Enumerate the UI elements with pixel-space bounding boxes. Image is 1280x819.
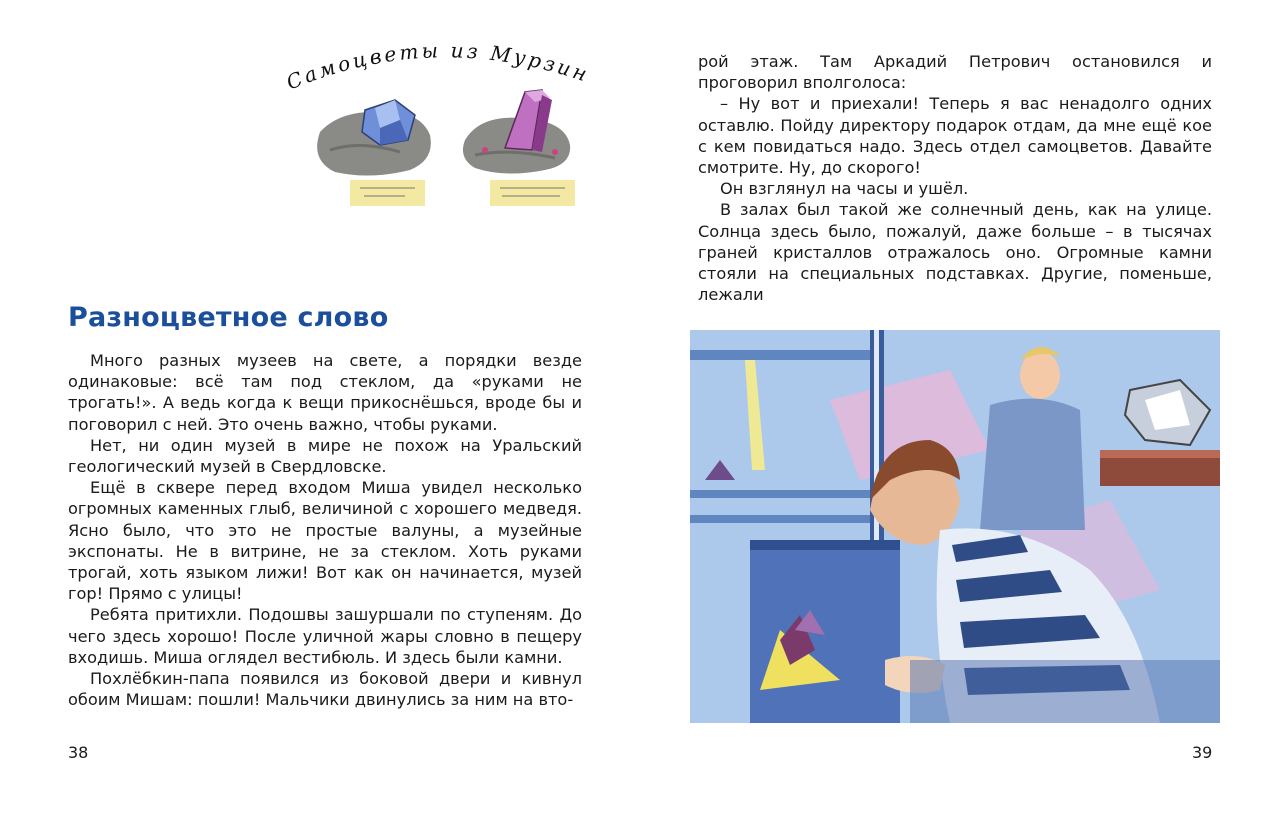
ornament-title-path: Самоцветы из Мурзин: [282, 40, 593, 95]
stone-right-icon: [463, 90, 570, 174]
paragraph: Ребята притихли. Подошвы зашуршали по ступеням. До чего здесь хорошо! После уличной жары словно в пещеру входишь. Миша оглядел вестибюль. И здесь были камни.: [68, 605, 582, 667]
chapter-title: Разноцветное слово: [68, 302, 389, 333]
ornament-title: [280, 40, 593, 95]
museum-illustration: [690, 330, 1220, 723]
paragraph: Похлёбкин-папа появился из боковой двери и кивнул обоим Мишам: пошли! Мальчики двинулись за ним на вто-: [68, 669, 582, 710]
paragraph: Нет, ни один музей в мире не похож на Уральский геологический музей в Свердловске.: [68, 435, 582, 477]
gemstone-ornament-drawing: [280, 40, 600, 230]
paragraph: – Ну вот и приехали! Теперь я вас ненадолго одних оставлю. Пойду директору подарок отдам, да мне ещё кое с кем повидаться надо. Здесь отдел самоцветов. Давайте смотрите. Ну, до скорого!: [698, 94, 1212, 178]
paragraph: В залах был такой же солнечный день, как на улице. Солнца здесь было, пожалуй, даже больше – в тысячах граней кристаллов отражалось оно. Огромные камни стояли на специальных подставках. Другие, поменьше, лежали: [698, 200, 1212, 305]
page-number-left: 38: [68, 743, 89, 762]
paragraph: Ещё в сквере перед входом Миша увидел несколько огромных каменных глыб, величиной с хорошего медведя. Ясно было, что это не простые валуны, а музейные экспонаты. Не в витрине, не за стеклом. Хоть руками трогай, хоть языком лижи! Вот как он начинается, музей гор! Прямо с улицы!: [68, 478, 582, 604]
gemstone-ornament: [280, 40, 600, 230]
right-text-column: [698, 51, 1212, 305]
label-card-left-icon: [350, 180, 425, 206]
left-text-column: [68, 350, 582, 710]
stone-left-icon: [317, 100, 431, 176]
paragraph: Много разных музеев на свете, а порядки везде одинаковые: всё там под стеклом, да «руками не трогать!». А ведь когда к вещи прикоснёшься, вроде бы и поговорил с ней. Это очень важно, чтобы руками.: [68, 351, 582, 434]
page-number-right: 39: [1192, 743, 1213, 762]
label-card-right-icon: [490, 180, 575, 206]
museum-scene-drawing: [690, 330, 1220, 723]
paragraph: Он взглянул на часы и ушёл.: [720, 179, 969, 199]
paragraph: рой этаж. Там Аркадий Петрович остановился и проговорил вполголоса:: [698, 52, 1212, 93]
